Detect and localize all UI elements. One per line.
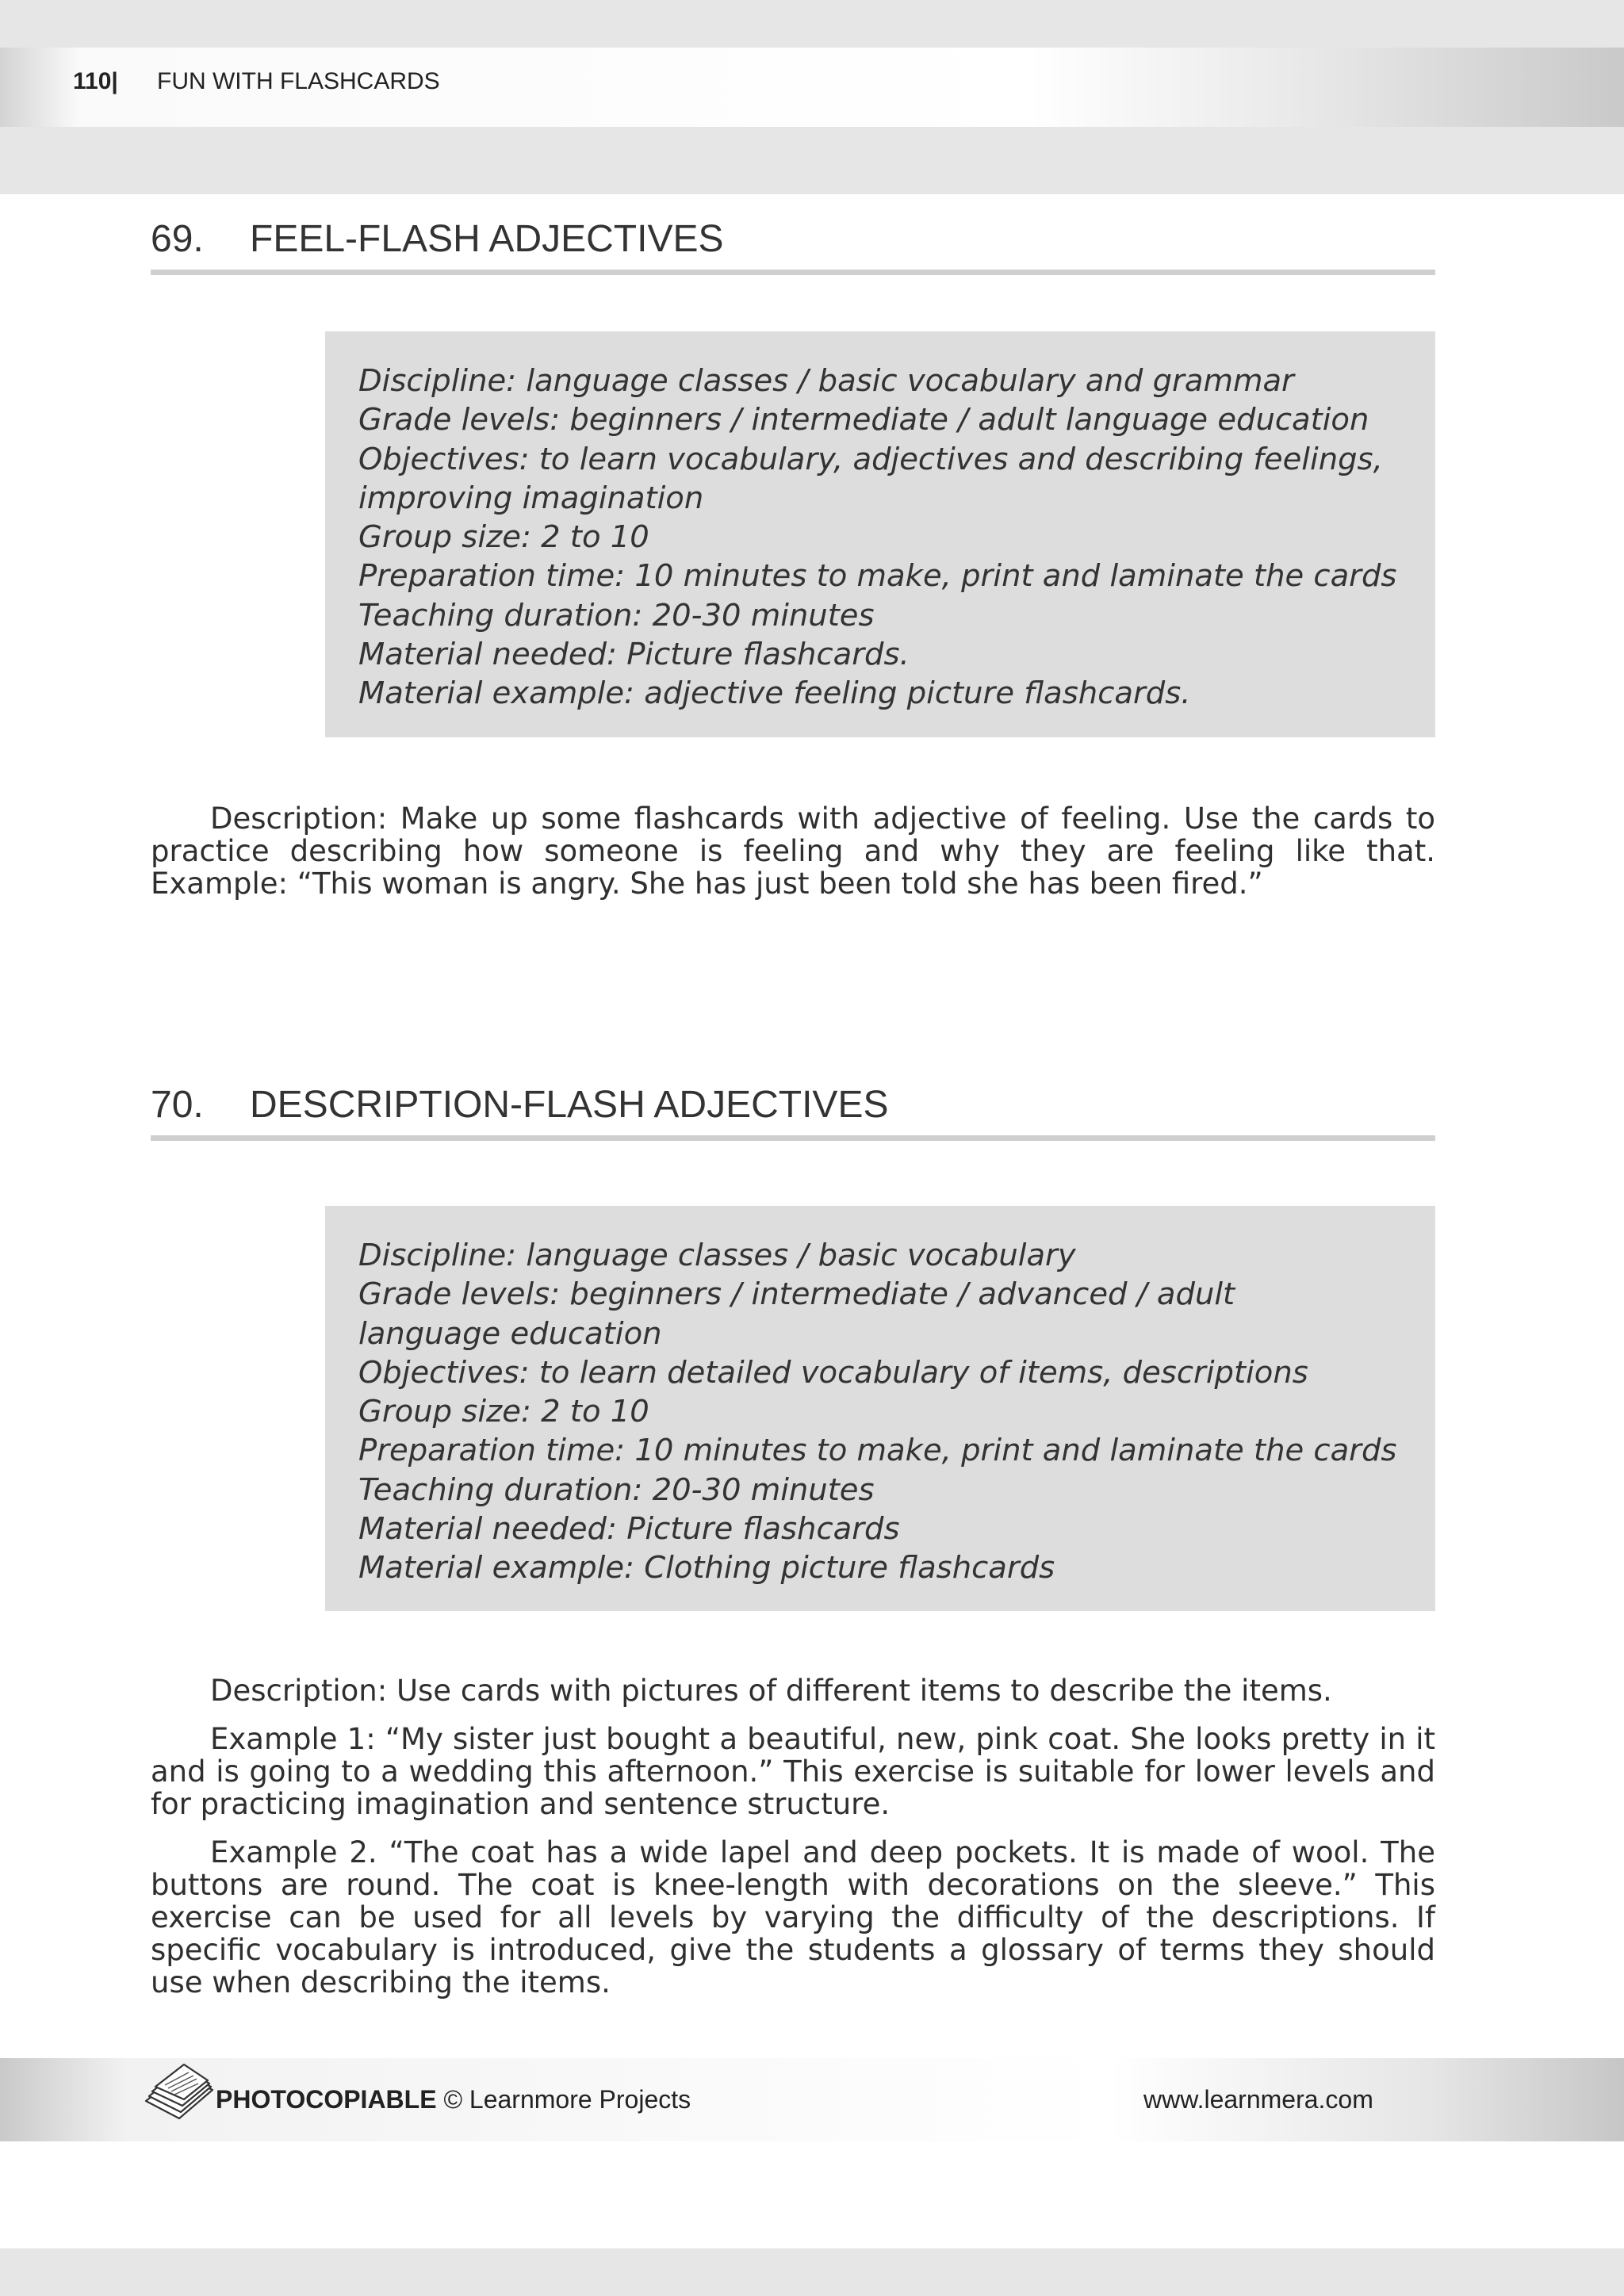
info-objectives: Objectives: to learn detailed vocabulary of items, descriptions (358, 1354, 1308, 1391)
example-1-paragraph: Example 1: “My sister just bought a beautiful, new, pink coat. She looks pretty in it and is going to a wedding this afternoon.” This exercise is suitable for lower levels and for practicing imagination and sentence structure. (151, 1722, 1435, 1821)
footer-copyright (216, 2085, 691, 2114)
activity-info-box-69 (325, 331, 1435, 737)
header-underband (0, 127, 1624, 194)
info-group-size: Group size: 2 to 10 (358, 1394, 649, 1430)
info-teaching-duration: Teaching duration: 20-30 minutes (358, 597, 875, 633)
section-title: DESCRIPTION-FLASH ADJECTIVES (250, 1084, 889, 1126)
info-material-example: Material example: Clothing picture flashcards (358, 1550, 1055, 1586)
info-discipline: Discipline: language classes / basic vocabulary (358, 1238, 1076, 1273)
photocopiable-label: PHOTOCOPIABLE (216, 2085, 437, 2114)
book-pages-icon (141, 2060, 217, 2126)
footer-website[interactable]: www.learnmera.com (1143, 2085, 1373, 2114)
info-material-example: Material example: adjective feeling picture flashcards. (358, 675, 1191, 712)
activity-info-box-70 (325, 1206, 1435, 1611)
info-material-needed: Material needed: Picture flashcards (358, 1511, 900, 1548)
copyright-text: © Learnmore Projects (443, 2085, 691, 2114)
info-discipline: Discipline: language classes / basic vocabulary and grammar (358, 363, 1294, 399)
header-separator: | (111, 68, 118, 94)
section-heading-70 (151, 1080, 1435, 1141)
info-grade-levels: Grade levels: beginners / intermediate / advanced / adult language education (358, 1276, 1235, 1352)
bottom-margin-band (0, 2248, 1624, 2296)
info-teaching-duration: Teaching duration: 20-30 minutes (358, 1471, 875, 1508)
info-grade-levels: Grade levels: beginners / intermediate / adult language education (358, 402, 1369, 438)
section-number: 69. (151, 218, 204, 260)
top-margin-band (0, 0, 1624, 48)
page-number (73, 68, 118, 95)
running-title: FUN WITH FLASHCARDS (157, 68, 440, 94)
description-paragraph: Description: Use cards with pictures of different items to describe the items. (210, 1674, 1332, 1708)
info-objectives: Objectives: to learn vocabulary, adjectives and describing feelings, improving imagination (358, 441, 1383, 516)
description-paragraph: Description: Make up some flashcards with adjective of feeling. Use the cards to practice describing how someone is feeling and why they are feeling like that. Example: “This woman is angry. She has just been told she has been fired.” (151, 802, 1435, 901)
section-heading-69 (151, 214, 1435, 275)
info-preparation-time: Preparation time: 10 minutes to make, print and laminate the cards (358, 558, 1397, 595)
info-preparation-time: Preparation time: 10 minutes to make, print and laminate the cards (358, 1433, 1397, 1469)
page-number-value: 110 (73, 68, 112, 94)
info-material-needed: Material needed: Picture flashcards. (358, 637, 910, 673)
section-title: FEEL-FLASH ADJECTIVES (250, 218, 724, 260)
info-group-size: Group size: 2 to 10 (358, 519, 649, 556)
example-2-paragraph: Example 2. “The coat has a wide lapel and deep pockets. It is made of wool. The buttons are round. The coat is knee-length with decorations on the sleeve.” This exercise can be used for all levels by varying the difficulty of the descriptions. If specific vocabulary is introduced, give the students a glossary of terms they should use when describing the items. (151, 1835, 1435, 1999)
section-number: 70. (151, 1084, 204, 1126)
